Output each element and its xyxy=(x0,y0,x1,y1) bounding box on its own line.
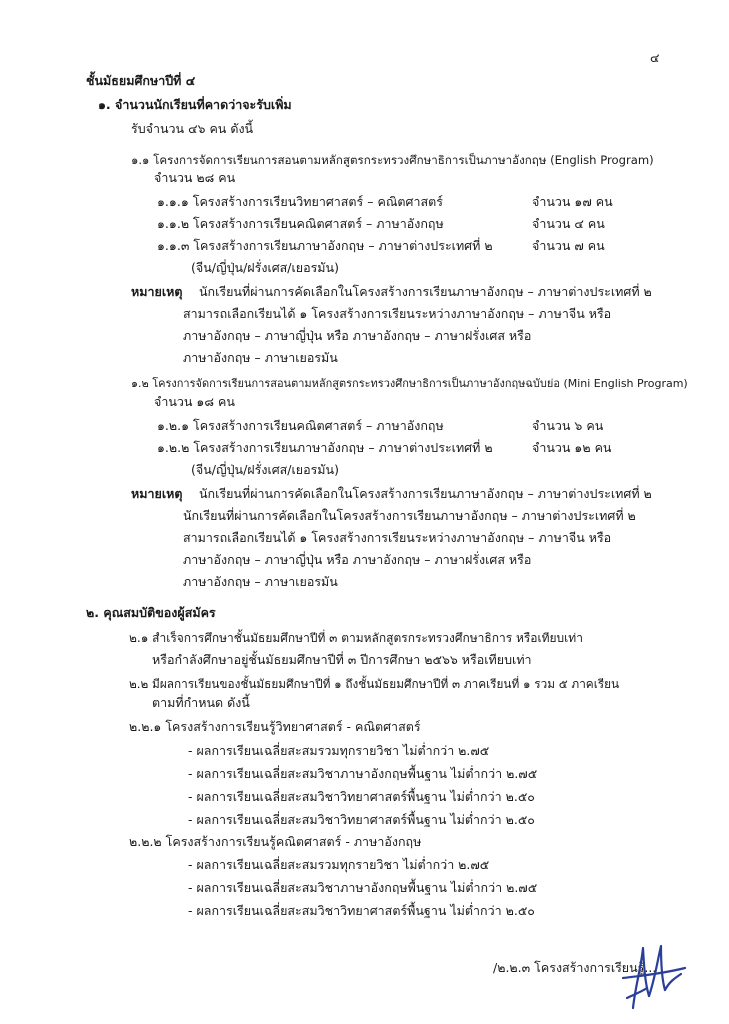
structure-1-2-2-count: จำนวน ๑๒ คน xyxy=(532,440,612,455)
note-1-line: ภาษาอังกฤษ – ภาษาญี่ปุ่น หรือ ภาษาอังกฤษ – ภาษาฝรั่งเศส หรือ xyxy=(183,328,532,343)
program-1-1-count: จำนวน ๒๘ คน xyxy=(154,170,236,185)
qualification-2-2-cont: ตามที่กำหนด ดังนี้ xyxy=(152,695,250,710)
criteria-item: - ผลการเรียนเฉลี่ยสะสมวิชาวิทยาศาสตร์พื้นฐาน ไม่ต่ำกว่า ๒.๕๐ xyxy=(188,789,535,804)
criteria-item: - ผลการเรียนเฉลี่ยสะสมวิชาภาษาอังกฤษพื้นฐาน ไม่ต่ำกว่า ๒.๗๕ xyxy=(188,880,538,895)
signature xyxy=(605,938,700,1013)
note-1-label: หมายเหตุ xyxy=(131,284,183,299)
criteria-item: - ผลการเรียนเฉลี่ยสะสมรวมทุกรายวิชา ไม่ต่ำกว่า ๒.๗๕ xyxy=(188,743,490,758)
program-1-2-count: จำนวน ๑๘ คน xyxy=(154,394,235,409)
program-1-2-title: ๑.๒ โครงการจัดการเรียนการสอนตามหลักสูตรกระทรวงศึกษาธิการเป็นภาษาอังกฤษฉบับย่อ (Mini English Program) xyxy=(131,377,688,390)
page-number: ๔ xyxy=(650,50,660,65)
structure-2-2-1-title: ๒.๒.๑ โครงสร้างการเรียนรู้วิทยาศาสตร์ - คณิตศาสตร์ xyxy=(129,719,421,734)
structure-1-2-1-count: จำนวน ๖ คน xyxy=(532,418,604,433)
structure-1-1-2-count: จำนวน ๔ คน xyxy=(532,216,605,231)
note-2-line: สามารถเลือกเรียนได้ ๑ โครงสร้างการเรียนระหว่างภาษาอังกฤษ – ภาษาจีน หรือ xyxy=(183,530,612,545)
structure-1-2-2: ๑.๒.๒ โครงสร้างการเรียนภาษาอังกฤษ – ภาษาต่างประเทศที่ ๒ xyxy=(157,440,493,455)
note-2-line: ภาษาอังกฤษ – ภาษาญี่ปุ่น หรือ ภาษาอังกฤษ – ภาษาฝรั่งเศส หรือ xyxy=(183,552,532,567)
criteria-item: - ผลการเรียนเฉลี่ยสะสมวิชาภาษาอังกฤษพื้นฐาน ไม่ต่ำกว่า ๒.๗๕ xyxy=(188,766,538,781)
structure-1-2-2-languages: (จีน/ญี่ปุ่น/ฝรั่งเศส/เยอรมัน) xyxy=(191,462,339,477)
criteria-item: - ผลการเรียนเฉลี่ยสะสมวิชาวิทยาศาสตร์พื้นฐาน ไม่ต่ำกว่า ๒.๕๐ xyxy=(188,812,535,827)
program-1-1-title: ๑.๑ โครงการจัดการเรียนการสอนตามหลักสูตรกระทรวงศึกษาธิการเป็นภาษาอังกฤษ (English Program) xyxy=(131,153,654,167)
section-2-title: ๒. คุณสมบัติของผู้สมัคร xyxy=(86,605,216,620)
structure-1-1-3-languages: (จีน/ญี่ปุ่น/ฝรั่งเศส/เยอรมัน) xyxy=(191,260,339,275)
criteria-item: - ผลการเรียนเฉลี่ยสะสมรวมทุกรายวิชา ไม่ต่ำกว่า ๒.๗๕ xyxy=(188,857,490,872)
criteria-item: - ผลการเรียนเฉลี่ยสะสมวิชาวิทยาศาสตร์พื้นฐาน ไม่ต่ำกว่า ๒.๕๐ xyxy=(188,903,535,918)
qualification-2-1: ๒.๑ สำเร็จการศึกษาชั้นมัธยมศึกษาปีที่ ๓ ตามหลักสูตรกระทรวงศึกษาธิการ หรือเทียบเท่า xyxy=(129,631,583,645)
structure-1-2-1: ๑.๒.๑ โครงสร้างการเรียนคณิตศาสตร์ – ภาษาอังกฤษ xyxy=(157,418,444,433)
structure-1-1-3: ๑.๑.๓ โครงสร้างการเรียนภาษาอังกฤษ – ภาษาต่างประเทศที่ ๒ xyxy=(157,238,493,253)
structure-1-1-1-count: จำนวน ๑๗ คน xyxy=(532,194,613,209)
structure-1-1-3-count: จำนวน ๗ คน xyxy=(532,238,605,253)
qualification-2-1-cont: หรือกำลังศึกษาอยู่ชั้นมัธยมศึกษาปีที่ ๓ ปีการศึกษา ๒๕๖๖ หรือเทียบเท่า xyxy=(152,652,532,667)
note-2-label: หมายเหตุ xyxy=(131,486,183,501)
note-1-line: นักเรียนที่ผ่านการคัดเลือกในโครงสร้างการเรียนภาษาอังกฤษ – ภาษาต่างประเทศที่ ๒ xyxy=(199,284,652,299)
note-2-line: นักเรียนที่ผ่านการคัดเลือกในโครงสร้างการเรียนภาษาอังกฤษ – ภาษาต่างประเทศที่ ๒ xyxy=(183,508,636,523)
note-1-line: ภาษาอังกฤษ – ภาษาเยอรมัน xyxy=(183,350,338,365)
section-1-title: ๑. จำนวนนักเรียนที่คาดว่าจะรับเพิ่ม xyxy=(98,97,292,112)
intake-total: รับจำนวน ๔๖ คน ดังนี้ xyxy=(131,121,254,136)
note-1-line: สามารถเลือกเรียนได้ ๑ โครงสร้างการเรียนระหว่างภาษาอังกฤษ – ภาษาจีน หรือ xyxy=(183,306,612,321)
structure-1-1-2: ๑.๑.๒ โครงสร้างการเรียนคณิตศาสตร์ – ภาษาอังกฤษ xyxy=(157,216,444,231)
note-2-line: นักเรียนที่ผ่านการคัดเลือกในโครงสร้างการเรียนภาษาอังกฤษ – ภาษาต่างประเทศที่ ๒ xyxy=(199,486,652,501)
continuation-note: /๒.๒.๓ โครงสร้างการเรียนรู้... xyxy=(493,960,657,975)
qualification-2-2: ๒.๒ มีผลการเรียนของชั้นมัธยมศึกษาปีที่ ๑ ถึงชั้นมัธยมศึกษาปีที่ ๓ ภาคเรียนที่ ๑ รวม ๕ ภาคเรียน xyxy=(129,677,620,691)
note-2-line: ภาษาอังกฤษ – ภาษาเยอรมัน xyxy=(183,574,338,589)
grade-heading: ชั้นมัธยมศึกษาปีที่ ๔ xyxy=(86,73,196,88)
structure-2-2-2-title: ๒.๒.๒ โครงสร้างการเรียนรู้คณิตศาสตร์ - ภาษาอังกฤษ xyxy=(129,834,422,849)
structure-1-1-1: ๑.๑.๑ โครงสร้างการเรียนวิทยาศาสตร์ – คณิตศาสตร์ xyxy=(157,194,443,209)
